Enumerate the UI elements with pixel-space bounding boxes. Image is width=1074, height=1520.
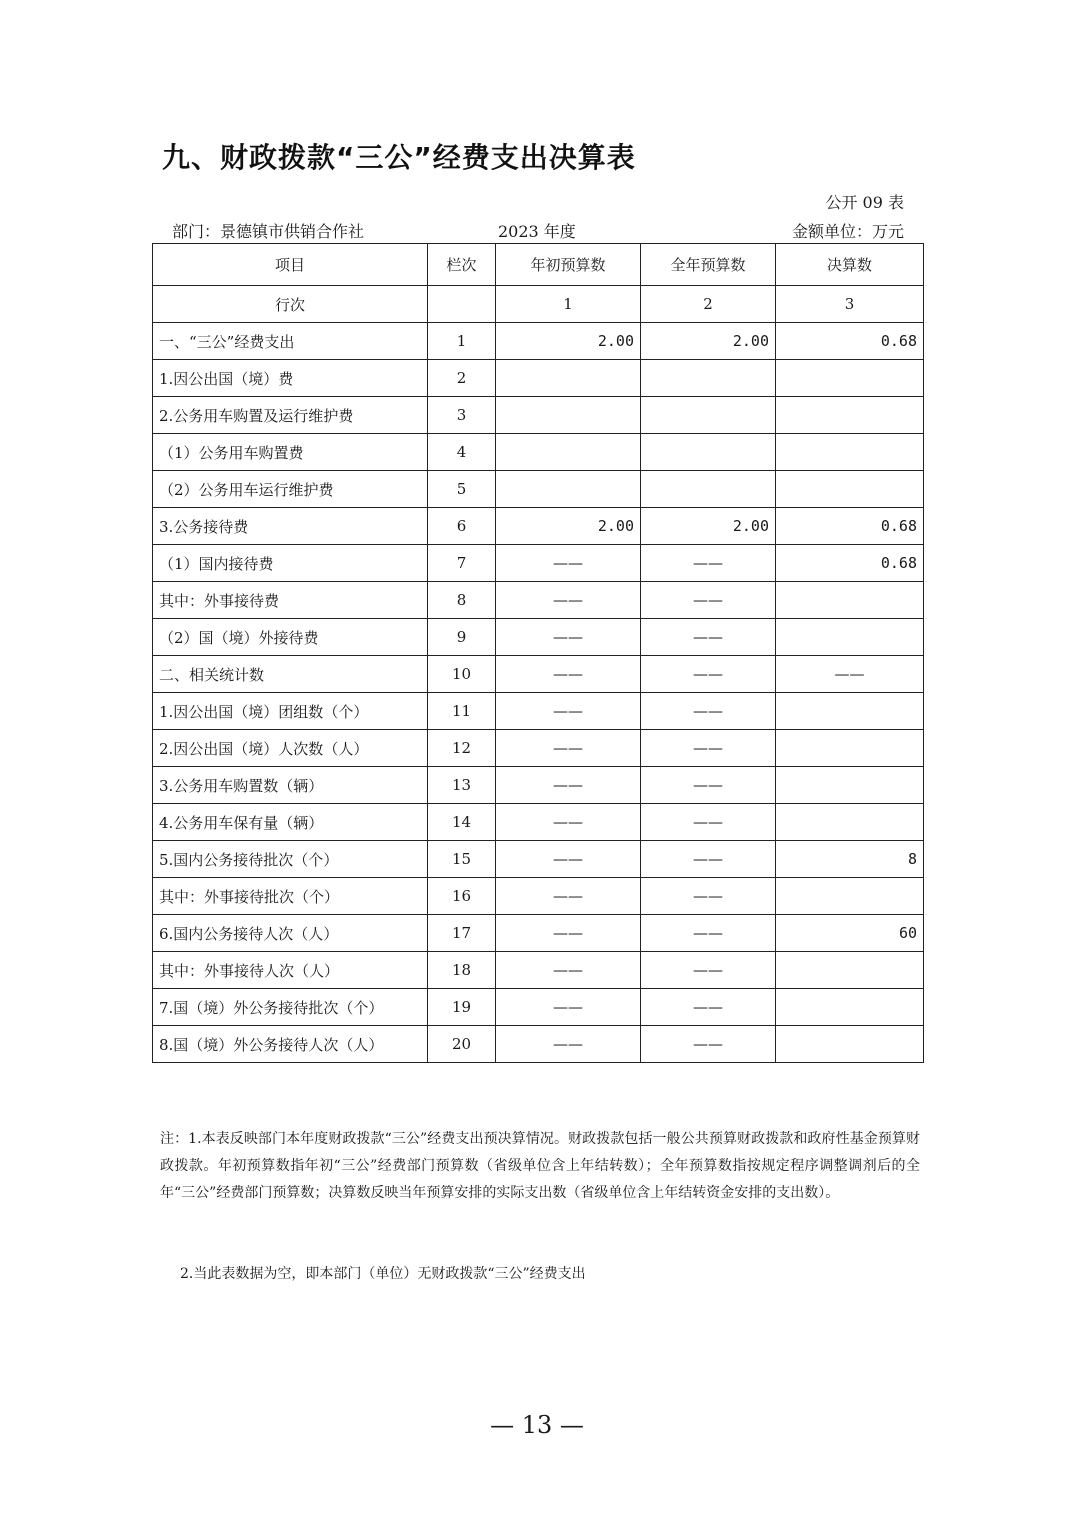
row-annual-budget: —— bbox=[641, 1026, 776, 1063]
table-row bbox=[153, 656, 924, 693]
row-item-label: 2.公务用车购置及运行维护费 bbox=[153, 397, 428, 434]
row-annual-budget: —— bbox=[641, 841, 776, 878]
row-number: 2 bbox=[428, 360, 496, 397]
subheader-col-3: 3 bbox=[776, 286, 924, 323]
header-initial-budget: 年初预算数 bbox=[496, 244, 641, 286]
row-initial-budget: —— bbox=[496, 915, 641, 952]
row-initial-budget: 2.00 bbox=[496, 508, 641, 545]
table-row bbox=[153, 508, 924, 545]
page-title: 九、财政拨款“三公”经费支出决算表 bbox=[162, 141, 636, 174]
row-number: 1 bbox=[428, 323, 496, 360]
row-number: 10 bbox=[428, 656, 496, 693]
row-final-account bbox=[776, 1026, 924, 1063]
row-initial-budget: —— bbox=[496, 878, 641, 915]
row-final-account: —— bbox=[776, 656, 924, 693]
row-number: 7 bbox=[428, 545, 496, 582]
row-item-label: （2）国（境）外接待费 bbox=[153, 619, 428, 656]
row-item-label: 6.国内公务接待人次（人） bbox=[153, 915, 428, 952]
row-item-label: 1.因公出国（境）费 bbox=[153, 360, 428, 397]
row-annual-budget: —— bbox=[641, 656, 776, 693]
row-final-account bbox=[776, 434, 924, 471]
row-initial-budget: —— bbox=[496, 582, 641, 619]
row-annual-budget: —— bbox=[641, 619, 776, 656]
row-final-account bbox=[776, 582, 924, 619]
row-item-label: 二、相关统计数 bbox=[153, 656, 428, 693]
row-initial-budget bbox=[496, 397, 641, 434]
header-annual-budget: 全年预算数 bbox=[641, 244, 776, 286]
row-initial-budget: —— bbox=[496, 619, 641, 656]
row-final-account: 60 bbox=[776, 915, 924, 952]
row-annual-budget bbox=[641, 360, 776, 397]
row-annual-budget: 2.00 bbox=[641, 323, 776, 360]
row-final-account bbox=[776, 804, 924, 841]
row-annual-budget: —— bbox=[641, 767, 776, 804]
row-initial-budget: —— bbox=[496, 841, 641, 878]
row-number: 20 bbox=[428, 1026, 496, 1063]
row-annual-budget bbox=[641, 471, 776, 508]
row-initial-budget: —— bbox=[496, 989, 641, 1026]
table-row bbox=[153, 730, 924, 767]
table-row bbox=[153, 767, 924, 804]
row-annual-budget: —— bbox=[641, 693, 776, 730]
row-final-account bbox=[776, 471, 924, 508]
row-number: 9 bbox=[428, 619, 496, 656]
fiscal-year: 2023 年度 bbox=[498, 222, 576, 241]
row-item-label: 5.国内公务接待批次（个） bbox=[153, 841, 428, 878]
table-row bbox=[153, 804, 924, 841]
row-final-account bbox=[776, 360, 924, 397]
table-row bbox=[153, 915, 924, 952]
three-public-expense-table bbox=[152, 243, 924, 1063]
row-annual-budget: —— bbox=[641, 878, 776, 915]
row-item-label: 8.国（境）外公务接待人次（人） bbox=[153, 1026, 428, 1063]
table-row bbox=[153, 989, 924, 1026]
row-item-label: 2.因公出国（境）人次数（人） bbox=[153, 730, 428, 767]
row-initial-budget: —— bbox=[496, 804, 641, 841]
row-final-account bbox=[776, 952, 924, 989]
row-final-account bbox=[776, 730, 924, 767]
row-annual-budget: —— bbox=[641, 952, 776, 989]
row-initial-budget: —— bbox=[496, 767, 641, 804]
table-row bbox=[153, 323, 924, 360]
row-final-account bbox=[776, 767, 924, 804]
row-final-account: 8 bbox=[776, 841, 924, 878]
row-final-account: 0.68 bbox=[776, 323, 924, 360]
row-item-label: 其中：外事接待批次（个） bbox=[153, 878, 428, 915]
row-number: 14 bbox=[428, 804, 496, 841]
row-final-account bbox=[776, 693, 924, 730]
table-row bbox=[153, 952, 924, 989]
row-initial-budget bbox=[496, 434, 641, 471]
row-item-label: 1.因公出国（境）团组数（个） bbox=[153, 693, 428, 730]
table-row bbox=[153, 841, 924, 878]
row-annual-budget: —— bbox=[641, 582, 776, 619]
table-row bbox=[153, 360, 924, 397]
table-row bbox=[153, 1026, 924, 1063]
row-number: 11 bbox=[428, 693, 496, 730]
row-final-account bbox=[776, 397, 924, 434]
row-final-account bbox=[776, 989, 924, 1026]
row-number: 6 bbox=[428, 508, 496, 545]
row-annual-budget: —— bbox=[641, 915, 776, 952]
row-item-label: 3.公务用车购置数（辆） bbox=[153, 767, 428, 804]
row-number: 3 bbox=[428, 397, 496, 434]
row-final-account: 0.68 bbox=[776, 545, 924, 582]
row-item-label: 一、“三公”经费支出 bbox=[153, 323, 428, 360]
row-initial-budget: —— bbox=[496, 730, 641, 767]
page-number: — 13 — bbox=[490, 1411, 584, 1439]
table-row bbox=[153, 619, 924, 656]
row-annual-budget bbox=[641, 434, 776, 471]
row-item-label: 4.公务用车保有量（辆） bbox=[153, 804, 428, 841]
form-number: 公开 09 表 bbox=[825, 193, 904, 212]
row-item-label: （1）国内接待费 bbox=[153, 545, 428, 582]
row-initial-budget: —— bbox=[496, 545, 641, 582]
row-initial-budget: —— bbox=[496, 693, 641, 730]
department-label: 部门：景德镇市供销合作社 bbox=[172, 222, 365, 241]
row-initial-budget: —— bbox=[496, 952, 641, 989]
subheader-row-label: 行次 bbox=[153, 286, 428, 323]
row-final-account bbox=[776, 619, 924, 656]
row-annual-budget: —— bbox=[641, 545, 776, 582]
subheader-col-2: 2 bbox=[641, 286, 776, 323]
row-initial-budget bbox=[496, 471, 641, 508]
row-number: 15 bbox=[428, 841, 496, 878]
row-number: 13 bbox=[428, 767, 496, 804]
row-item-label: 其中：外事接待费 bbox=[153, 582, 428, 619]
header-final-account: 决算数 bbox=[776, 244, 924, 286]
subheader-blank bbox=[428, 286, 496, 323]
table-row bbox=[153, 878, 924, 915]
row-item-label: 其中：外事接待人次（人） bbox=[153, 952, 428, 989]
row-initial-budget bbox=[496, 360, 641, 397]
table-row bbox=[153, 545, 924, 582]
row-number: 18 bbox=[428, 952, 496, 989]
header-column-no: 栏次 bbox=[428, 244, 496, 286]
row-number: 8 bbox=[428, 582, 496, 619]
row-annual-budget: 2.00 bbox=[641, 508, 776, 545]
row-number: 5 bbox=[428, 471, 496, 508]
row-item-label: 7.国（境）外公务接待批次（个） bbox=[153, 989, 428, 1026]
table-notes: 注：1.本表反映部门本年度财政拨款“三公”经费支出预决算情况。财政拨款包括一般公共预算财政拨款和政府性基金预算财政拨款。年初预算数指年初“三公”经费部门预算数（省级单位含上年结转数）；全年预算数指按规定程序调整调剂后的全年“三公”经费部门预算数；决算数反映当年预算安排的实际支出数（省级单位含上年结转资金安排的支出数）。 bbox=[160, 1131, 920, 1201]
row-item-label: （1）公务用车购置费 bbox=[153, 434, 428, 471]
row-initial-budget: —— bbox=[496, 1026, 641, 1063]
table-header-row bbox=[153, 244, 924, 286]
row-item-label: （2）公务用车运行维护费 bbox=[153, 471, 428, 508]
row-initial-budget: —— bbox=[496, 656, 641, 693]
table-row bbox=[153, 693, 924, 730]
row-number: 16 bbox=[428, 878, 496, 915]
table-row bbox=[153, 471, 924, 508]
row-annual-budget: —— bbox=[641, 804, 776, 841]
header-item: 项目 bbox=[153, 244, 428, 286]
table-note-2: 2.当此表数据为空，即本部门（单位）无财政拨款“三公”经费支出 bbox=[180, 1266, 586, 1282]
row-number: 4 bbox=[428, 434, 496, 471]
row-item-label: 3.公务接待费 bbox=[153, 508, 428, 545]
table-subheader-row bbox=[153, 286, 924, 323]
row-annual-budget: —— bbox=[641, 989, 776, 1026]
row-initial-budget: 2.00 bbox=[496, 323, 641, 360]
table-row bbox=[153, 434, 924, 471]
amount-unit: 金额单位：万元 bbox=[791, 222, 904, 241]
row-final-account: 0.68 bbox=[776, 508, 924, 545]
subheader-col-1: 1 bbox=[496, 286, 641, 323]
row-number: 17 bbox=[428, 915, 496, 952]
row-number: 12 bbox=[428, 730, 496, 767]
table-row bbox=[153, 397, 924, 434]
table-row bbox=[153, 582, 924, 619]
row-annual-budget: —— bbox=[641, 730, 776, 767]
row-number: 19 bbox=[428, 989, 496, 1026]
row-final-account bbox=[776, 878, 924, 915]
row-annual-budget bbox=[641, 397, 776, 434]
